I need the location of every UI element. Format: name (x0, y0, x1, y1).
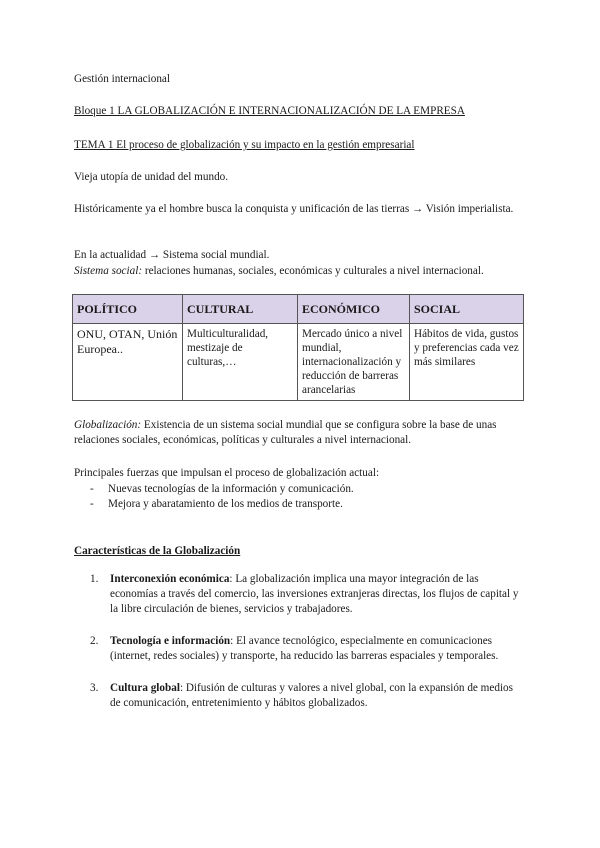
characteristic-term: Cultura global (110, 682, 180, 694)
table-header-economico: ECONÓMICO (298, 295, 410, 324)
list-number: 3. (90, 682, 99, 694)
characteristic-separator: : (179, 682, 184, 694)
definition-social-system-text: relaciones humanas, sociales, económicas y culturales a nivel internacional. (142, 265, 484, 277)
table-cell-cultural: Multiculturalidad, mestizaje de culturas,… (183, 324, 298, 401)
paragraph-current: En la actualidad → Sistema social mundial. (74, 249, 270, 261)
table-cell-politico: ONU, OTAN, Unión Europea.. (73, 324, 183, 401)
table-row (73, 324, 524, 401)
definition-globalization-text: Existencia de un sistema social mundial que se configura sobre la base de unas relaciones sociales, económicas, políticas y culturales a nivel internacional. (74, 419, 497, 446)
term-globalization: Globalización: (74, 419, 142, 431)
list-number: 1. (90, 573, 99, 585)
characteristic-term: Interconexión económica (110, 573, 230, 585)
list-item (74, 681, 526, 711)
table-cell-economico: Mercado único a nivel mundial, internacionalización y reducción de barreras arancelarias (298, 324, 410, 401)
table-header-row (73, 295, 524, 324)
table-header-social: SOCIAL (410, 295, 524, 324)
forces-intro: Principales fuerzas que impulsan el proceso de globalización actual: (74, 467, 380, 479)
list-item: - Mejora y abaratamiento de los medios de transporte. (74, 497, 526, 512)
forces-list (74, 482, 526, 512)
characteristics-list (74, 572, 526, 728)
block-heading: Bloque 1 LA GLOBALIZACIÓN E INTERNACIONALIZACIÓN DE LA EMPRESA (74, 105, 465, 117)
table-cell-social: Hábitos de vida, gustos y preferencias cada vez más similares (410, 324, 524, 401)
course-title: Gestión internacional (74, 73, 170, 85)
paragraph-history: Históricamente ya el hombre busca la conquista y unificación de las tierras → Visión imperialista. (74, 203, 514, 215)
characteristic-separator: : (230, 635, 234, 647)
characteristic-text: La globalización implica una mayor integración de las economías a través del comercio, las inversiones extranjeras directas, los flujos de capital y la libre circulación de bienes, servicios y trabajadores. (110, 573, 519, 615)
table-header-politico: POLÍTICO (73, 295, 183, 324)
characteristic-text: El avance tecnológico, especialmente en comunicaciones (internet, redes sociales) y transporte, ha reducido las barreras espaciales y temporales. (110, 635, 499, 662)
list-item (74, 572, 526, 617)
list-item: - Nuevas tecnologías de la información y comunicación. (74, 482, 526, 497)
characteristics-heading: Características de la Globalización (74, 545, 241, 557)
characteristic-separator: : (229, 573, 233, 585)
table-header-cultural: CULTURAL (183, 295, 298, 324)
topic-heading: TEMA 1 El proceso de globalización y su impacto en la gestión empresarial (74, 139, 415, 151)
characteristic-term: Tecnología e información (110, 635, 231, 647)
definition-social-system (74, 264, 526, 279)
term-social-system: Sistema social: (74, 265, 143, 277)
list-number: 2. (90, 635, 99, 647)
list-item (74, 634, 526, 664)
paragraph-utopia: Vieja utopía de unidad del mundo. (74, 171, 229, 183)
definition-globalization (74, 418, 526, 448)
characteristic-text: Difusión de culturas y valores a nivel global, con la expansión de medios de comunicación, entretenimiento y hábitos globalizados. (110, 682, 513, 709)
dimensions-table (72, 294, 524, 401)
